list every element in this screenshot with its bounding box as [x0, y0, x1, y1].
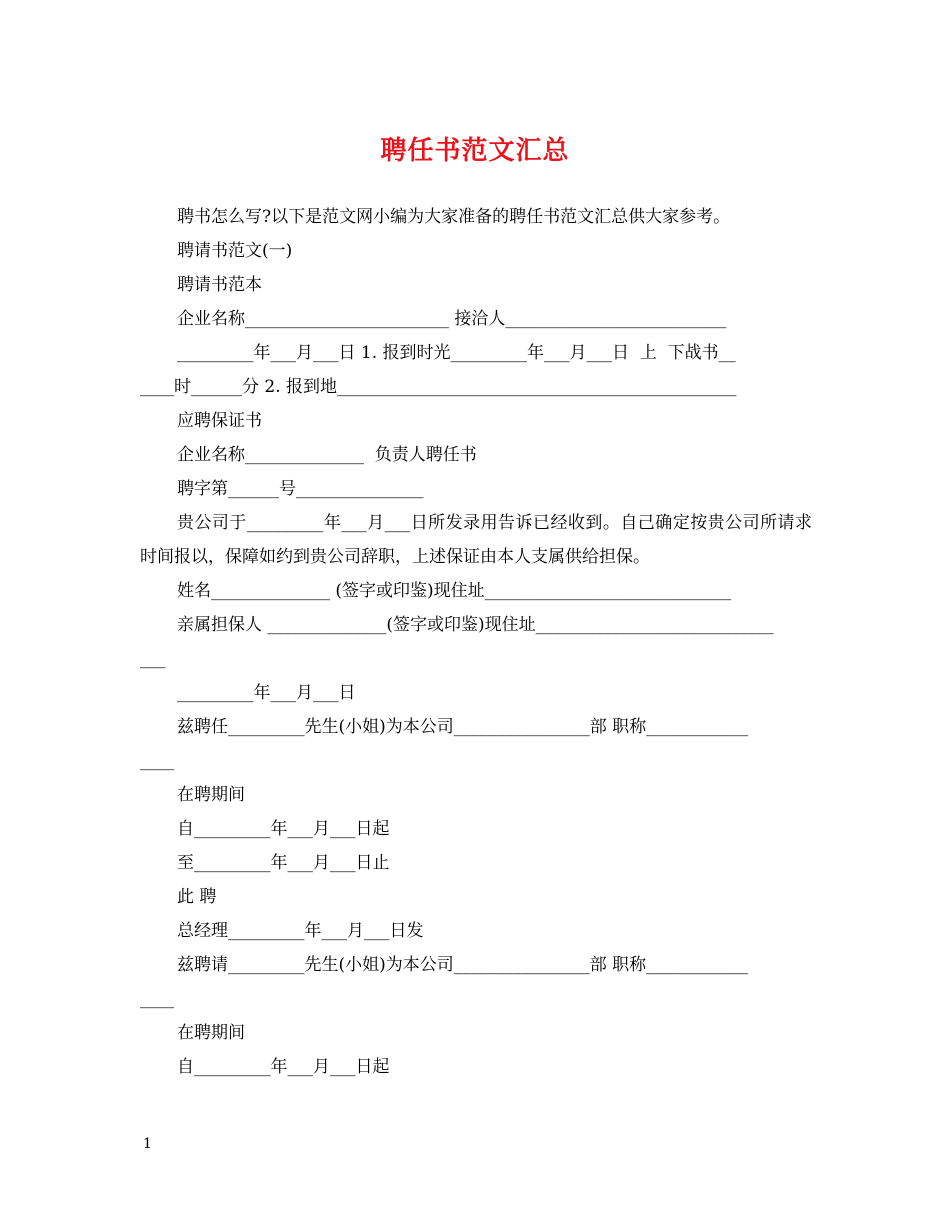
- page-number: 1: [143, 1136, 152, 1152]
- paragraph: ____: [140, 989, 174, 1009]
- paragraph: 自_________年___月___日起: [177, 1057, 390, 1077]
- paragraph: _________年___月___日 1. 报到时光_________年___月___日 上 下战书__: [177, 343, 736, 363]
- paragraph: 总经理_________年___月___日发: [177, 921, 424, 941]
- paragraph: 姓名______________ (签字或印鉴)现住址_____________________________: [177, 581, 732, 601]
- paragraph: 聘书怎么写?以下是范文网小编为大家准备的聘任书范文汇总供大家参考。: [177, 207, 731, 227]
- paragraph: ____时______分 2. 报到地_______________________________________________: [140, 377, 737, 397]
- paragraph: 聘请书范文(一): [177, 241, 293, 261]
- paragraph: 在聘期间: [177, 785, 245, 805]
- paragraph: 此 聘: [177, 887, 217, 907]
- paragraph: 兹聘任_________先生(小姐)为本公司________________部 职称____________: [177, 717, 749, 737]
- paragraph: ___: [140, 649, 166, 669]
- paragraph: 兹聘请_________先生(小姐)为本公司________________部 职称____________: [177, 955, 749, 975]
- document-title: 聘任书范文汇总: [380, 136, 570, 166]
- paragraph: 贵公司于_________年___月___日所发录用告诉已经收到。自己确定按贵公司所请求时间报以，保障如约到贵公司辞职，上述保证由本人支属供给担保。: [140, 513, 812, 567]
- paragraph: 亲属担保人 ______________(签字或印鉴)现住址____________________________: [177, 615, 774, 635]
- paragraph: 聘字第______号_______________: [177, 479, 424, 499]
- paragraph: 聘请书范本: [177, 275, 262, 295]
- paragraph: ____: [140, 751, 174, 771]
- paragraph: 应聘保证书: [177, 411, 262, 431]
- paragraph: 在聘期间: [177, 1023, 245, 1043]
- document-body: [140, 200, 812, 1084]
- paragraph: 企业名称______________ 负责人聘任书: [177, 445, 477, 465]
- paragraph: _________年___月___日: [177, 683, 356, 703]
- paragraph: 至_________年___月___日止: [177, 853, 390, 873]
- paragraph: 自_________年___月___日起: [177, 819, 390, 839]
- paragraph: 企业名称________________________ 接洽人__________________________: [177, 309, 727, 329]
